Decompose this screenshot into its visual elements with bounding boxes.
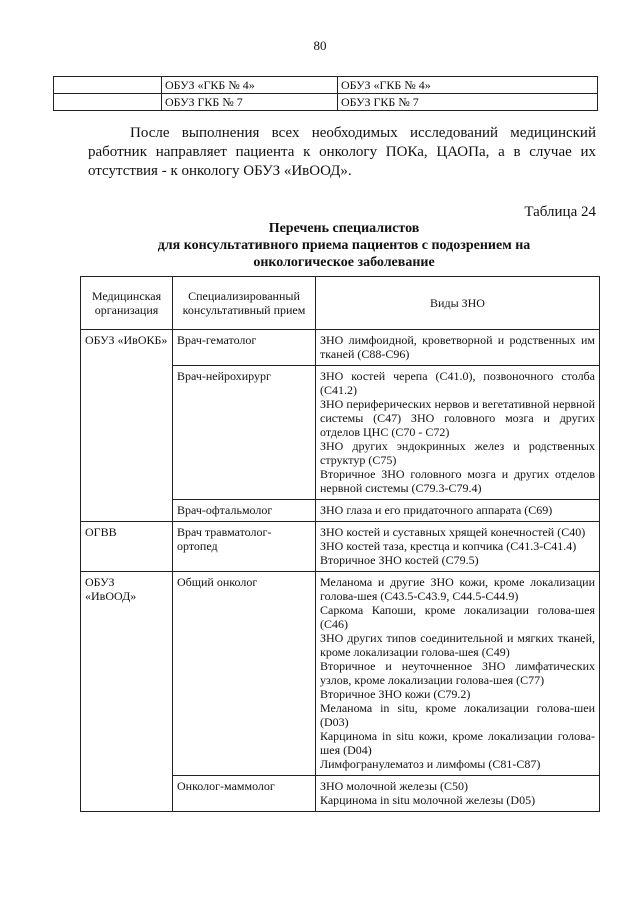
table-cell <box>54 77 162 94</box>
zno-item: ЗНО костей таза, крестца и копчика (С41.3-С41.4) <box>320 539 577 553</box>
table-row <box>54 94 598 111</box>
zno-item: Карцинома in situ молочной железы (D05) <box>320 793 536 807</box>
zno-item: ЗНО периферических нервов и вегетативной нервной системы (С47) ЗНО головного мозга и других отделов ЦНС (С70 - С72) <box>320 397 595 439</box>
table-cell: ОБУЗ ГКБ № 7 <box>162 94 338 111</box>
zno-cell <box>316 500 600 522</box>
table-label: Таблица 24 <box>524 204 596 220</box>
zno-item: ЗНО глаза и его придаточного аппарата (С69) <box>320 503 553 517</box>
table-cell: ОБУЗ ГКБ № 7 <box>338 94 598 111</box>
header-org: Медицинская организация <box>81 277 173 330</box>
zno-item: ЗНО костей и суставных хрящей конечностей (С40) <box>320 525 586 539</box>
table-cell: ОБУЗ «ГКБ № 4» <box>338 77 598 94</box>
continuation-table <box>53 76 598 111</box>
specialist-cell: Врач-нейрохирург <box>173 366 316 500</box>
page-number: 80 <box>313 38 327 53</box>
table-cell: ОБУЗ «ГКБ № 4» <box>162 77 338 94</box>
paragraph-text: После выполнения всех необходимых исследований медицинский работник направляет пациента к онкологу ПОКа, ЦАОПа, а в случае их отсутствия - к онкологу ОБУЗ «ИвООД». <box>88 125 596 179</box>
heading-line: онкологическое заболевание <box>253 255 435 270</box>
zno-item: ЗНО молочной железы (С50) <box>320 779 469 793</box>
specialist-cell: Онколог-маммолог <box>173 776 316 812</box>
org-cell: ОБУЗ «ИвОКБ» <box>81 330 173 522</box>
zno-item: Меланома и другие ЗНО кожи, кроме локализации голова-шея (С43.5-С43.9, С44.5-С44.9) <box>320 575 595 603</box>
zno-cell <box>316 572 600 776</box>
header-zno: Виды ЗНО <box>316 277 600 330</box>
zno-cell <box>316 522 600 572</box>
specialist-cell: Врач-офтальмолог <box>173 500 316 522</box>
table-row <box>54 77 598 94</box>
org-cell: ОБУЗ «ИвООД» <box>81 572 173 812</box>
zno-cell <box>316 776 600 812</box>
specialist-cell: Общий онколог <box>173 572 316 776</box>
table-heading <box>88 220 600 271</box>
zno-item: Меланома in situ, кроме локализации голова-шеи (D03) <box>320 701 595 729</box>
zno-item: Вторичное ЗНО костей (С79.5) <box>320 553 479 567</box>
header-row <box>81 277 600 330</box>
zno-item: Лимфогранулематоз и лимфомы (С81-С87) <box>320 757 541 771</box>
table-cell <box>54 94 162 111</box>
body-paragraph <box>88 124 596 181</box>
zno-cell <box>316 330 600 366</box>
heading-line: для консультативного приема пациентов с подозрением на <box>157 238 531 253</box>
zno-cell <box>316 366 600 500</box>
zno-item: ЗНО костей черепа (С41.0), позвоночного столба (С41.2) <box>320 369 595 397</box>
zno-item: ЗНО других эндокринных желез и родственных структур (С75) <box>320 439 595 467</box>
table-body <box>81 330 600 812</box>
zno-item: Вторичное ЗНО головного мозга и других отделов нервной системы (С79.3-С79.4) <box>320 467 595 495</box>
header-spec: Специализированный консультативный прием <box>173 277 316 330</box>
heading-line: Перечень специалистов <box>268 221 420 236</box>
specialist-cell: Врач травматолог-ортопед <box>173 522 316 572</box>
specialist-cell: Врач-гематолог <box>173 330 316 366</box>
zno-item: Карцинома in situ кожи, кроме локализации голова-шея (D04) <box>320 729 595 757</box>
table-row <box>81 330 600 366</box>
zno-item: Вторичное и неуточненное ЗНО лимфатических узлов, кроме локализации голова-шея (С77) <box>320 659 595 687</box>
specialists-table <box>80 276 600 812</box>
zno-item: Саркома Капоши, кроме локализации голова-шея (С46) <box>320 603 595 631</box>
zno-item: Вторичное ЗНО кожи (С79.2) <box>320 687 471 701</box>
org-cell: ОГВВ <box>81 522 173 572</box>
table-row <box>81 572 600 776</box>
table-row <box>81 522 600 572</box>
zno-item: ЗНО других типов соединительной и мягких тканей, кроме локализации голова-шея (С49) <box>320 631 595 659</box>
zno-item: ЗНО лимфоидной, кроветворной и родственных им тканей (С88-С96) <box>320 333 595 361</box>
